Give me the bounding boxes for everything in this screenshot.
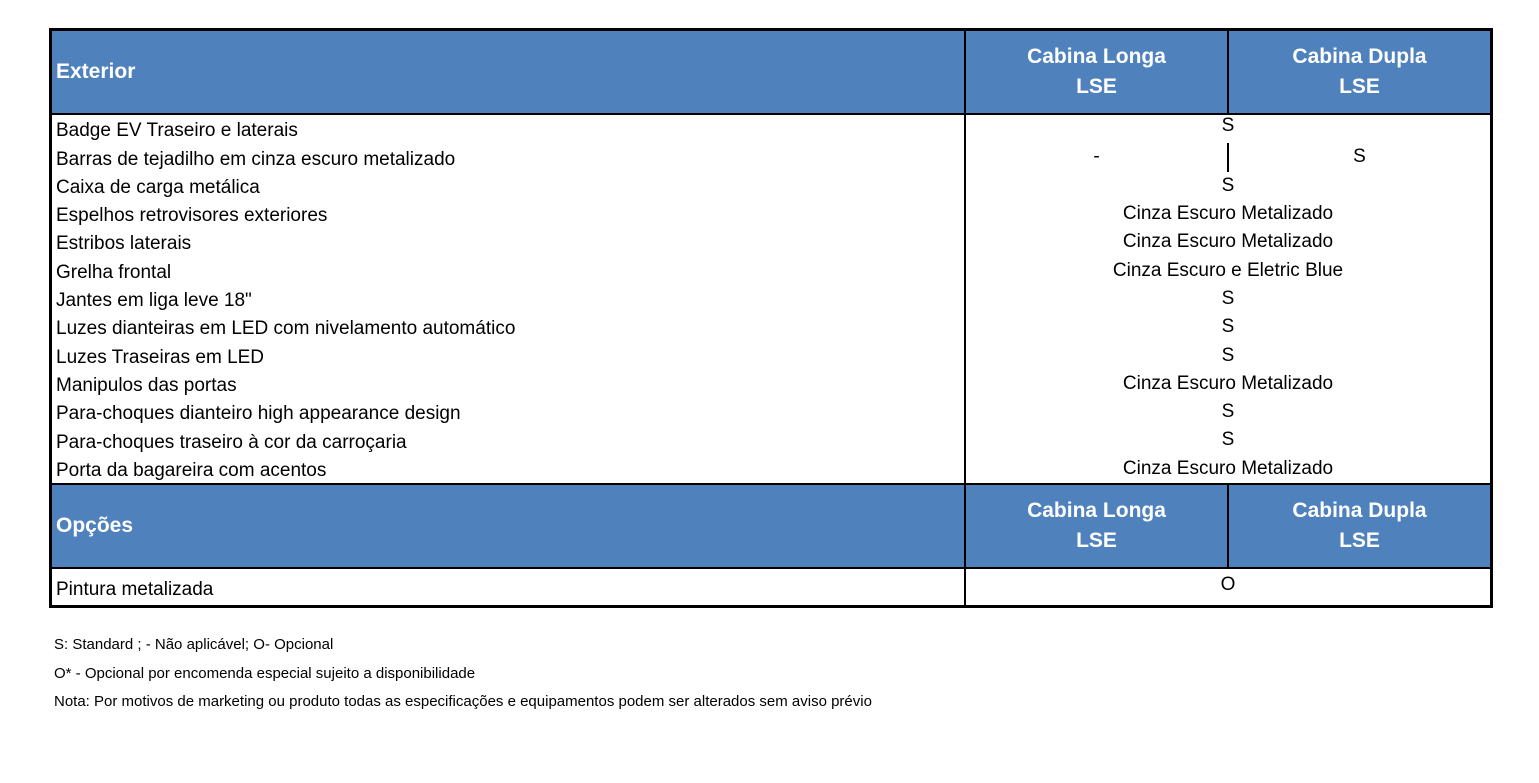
row-label: Grelha frontal xyxy=(52,256,966,284)
table-row xyxy=(52,143,1490,171)
row-value: O xyxy=(1220,573,1236,595)
row-label: Para-choques dianteiro high appearance design xyxy=(52,398,966,426)
row-label: Porta da bagareira com acentos xyxy=(52,455,966,483)
table-row xyxy=(52,313,1490,341)
table-row xyxy=(52,228,1490,256)
table-row xyxy=(52,398,1490,426)
exterior-column-cabina-dupla xyxy=(1229,31,1490,113)
exterior-header-row xyxy=(52,31,1490,115)
row-value-cabina-dupla: S xyxy=(1353,146,1366,168)
exterior-body xyxy=(52,115,1490,485)
row-label: Barras de tejadilho em cinza escuro metalizado xyxy=(52,143,966,171)
row-value: S xyxy=(1221,115,1235,136)
column-name: Cabina Dupla xyxy=(1292,498,1427,522)
table-row xyxy=(52,569,1490,605)
row-label: Pintura metalizada xyxy=(52,569,966,605)
column-name: Cabina Longa xyxy=(1027,498,1166,522)
footnotes xyxy=(54,636,872,722)
exterior-section-title: Exterior xyxy=(52,31,966,113)
row-label: Badge EV Traseiro e laterais xyxy=(52,115,966,143)
opcoes-column-cabina-longa xyxy=(966,485,1229,567)
table-row xyxy=(52,285,1490,313)
row-value: Cinza Escuro Metalizado xyxy=(1122,457,1334,479)
legend-note: S: Standard ; - Não aplicável; O- Opcional xyxy=(54,636,334,653)
table-row xyxy=(52,426,1490,454)
row-value: S xyxy=(1221,316,1235,338)
column-name: Cabina Dupla xyxy=(1292,45,1427,68)
row-value: Cinza Escuro Metalizado xyxy=(1122,372,1334,394)
row-value-cabina-longa: - xyxy=(966,143,1229,171)
row-label: Luzes Traseiras em LED xyxy=(52,341,966,369)
row-value: S xyxy=(1221,174,1235,196)
opcoes-header-row xyxy=(52,485,1490,569)
optional-note: O* - Opcional por encomenda especial sujeito a disponibilidade xyxy=(54,664,476,682)
row-label: Espelhos retrovisores exteriores xyxy=(52,200,966,228)
row-value: S xyxy=(1221,344,1235,366)
row-value: S xyxy=(1221,429,1235,451)
row-label: Jantes em liga leve 18" xyxy=(52,285,966,313)
opcoes-column-cabina-dupla xyxy=(1229,485,1490,567)
row-label: Manipulos das portas xyxy=(52,370,966,398)
row-value: Cinza Escuro e Eletric Blue xyxy=(1112,259,1344,281)
row-value: S xyxy=(1221,401,1235,423)
table-row xyxy=(52,256,1490,284)
row-label: Luzes dianteiras em LED com nivelamento automático xyxy=(52,313,966,341)
column-trim: LSE xyxy=(1339,75,1380,98)
column-trim: LSE xyxy=(1076,75,1117,98)
row-label: Para-choques traseiro à cor da carroçaria xyxy=(52,426,966,454)
column-trim: LSE xyxy=(1076,528,1117,552)
table-row xyxy=(52,370,1490,398)
row-value: Cinza Escuro Metalizado xyxy=(1122,231,1334,253)
row-value: Cinza Escuro Metalizado xyxy=(1122,203,1334,225)
exterior-column-cabina-longa xyxy=(966,31,1229,113)
row-label: Estribos laterais xyxy=(52,228,966,256)
spec-table xyxy=(49,28,1493,608)
table-row xyxy=(52,115,1490,143)
table-row xyxy=(52,341,1490,369)
table-row xyxy=(52,455,1490,483)
opcoes-section-title: Opções xyxy=(52,485,966,567)
column-name: Cabina Longa xyxy=(1027,45,1166,68)
row-label: Caixa de carga metálica xyxy=(52,172,966,200)
row-value: S xyxy=(1221,287,1235,309)
disclaimer-note: Nota: Por motivos de marketing ou produto todas as especificações e equipamentos podem ser alterados sem aviso prévio xyxy=(54,693,872,710)
table-row xyxy=(52,200,1490,228)
table-row xyxy=(52,172,1490,200)
column-trim: LSE xyxy=(1339,528,1380,552)
